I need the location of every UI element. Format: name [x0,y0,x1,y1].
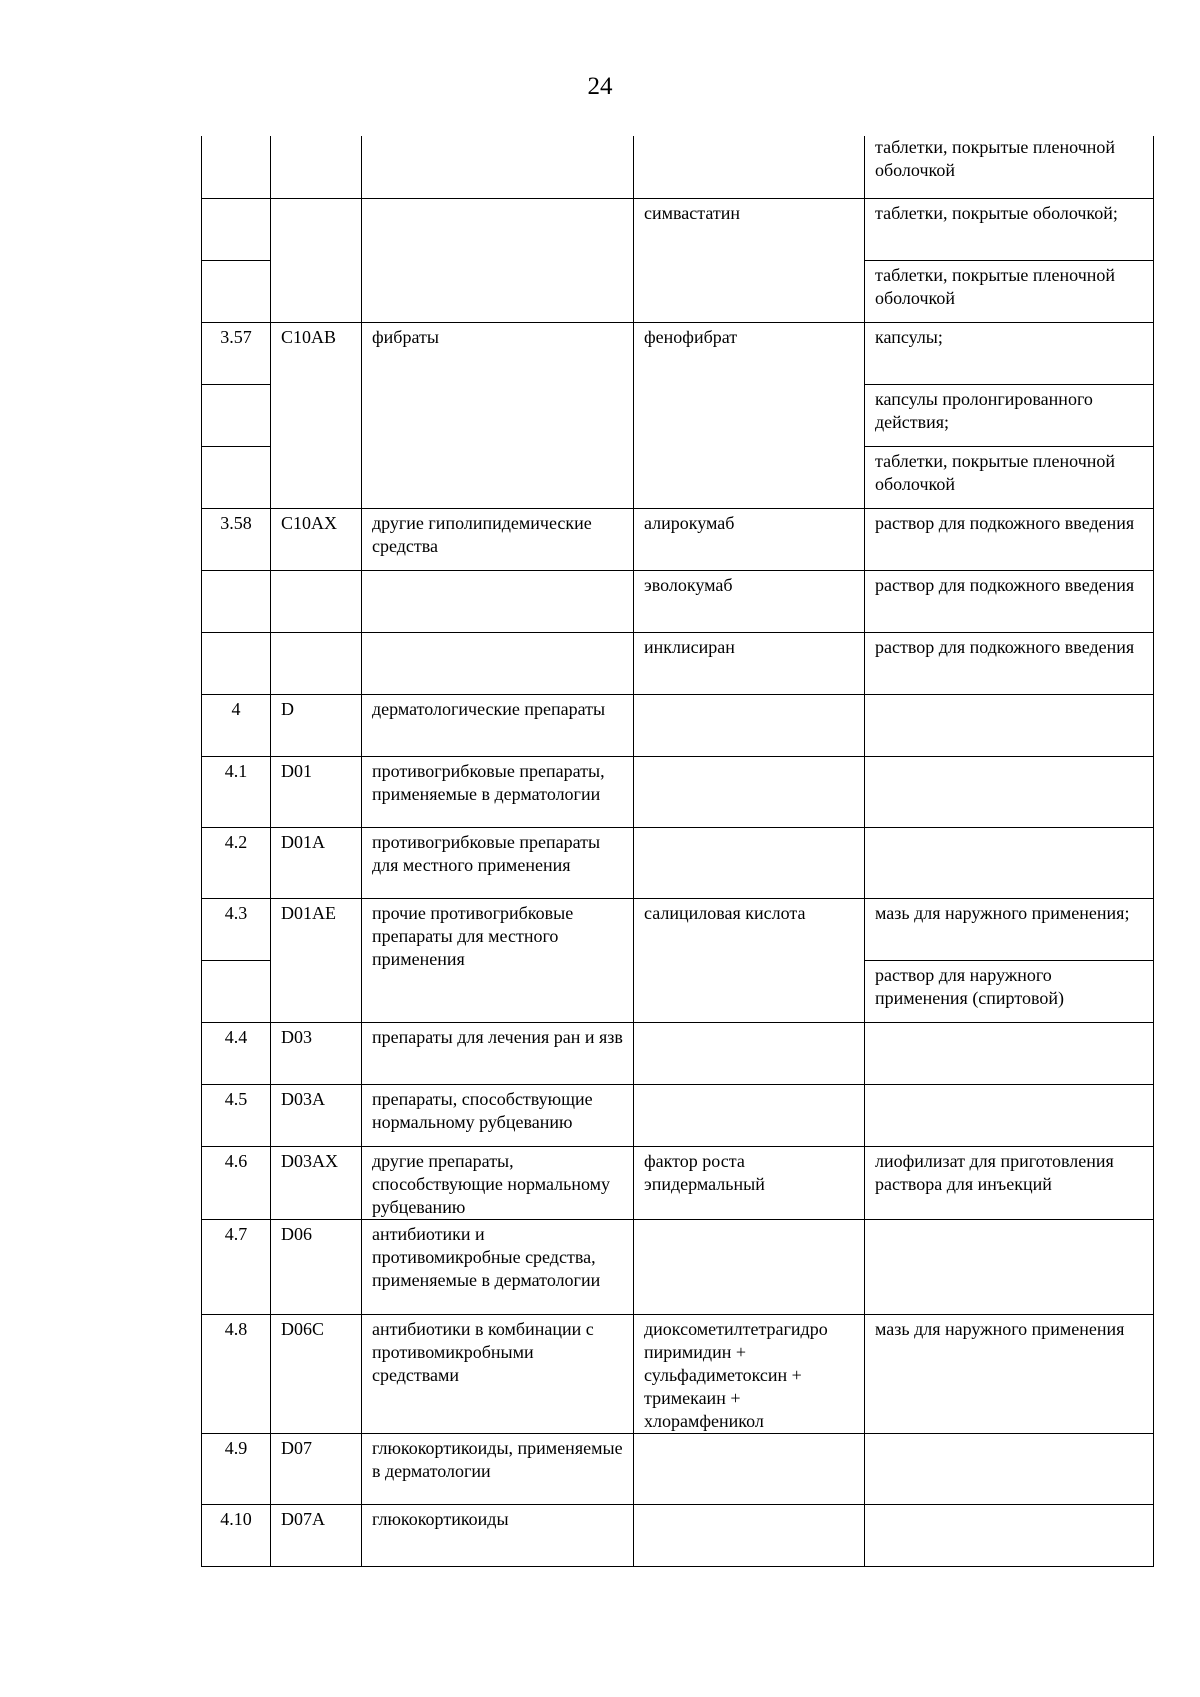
table-row [202,1433,1154,1504]
group-name: глюкокортикоиды, применяемые в дерматологии [362,1433,634,1504]
table-row [202,570,1154,632]
dosage-form: таблетки, покрытые пленочной оболочкой [865,260,1154,322]
dosage-form [865,1433,1154,1504]
table-row [202,694,1154,756]
dosage-form: раствор для подкожного введения [865,508,1154,570]
row-number [202,632,271,694]
table-row [202,198,1154,260]
dosage-form: раствор для подкожного введения [865,570,1154,632]
group-name: глюкокортикоиды [362,1504,634,1566]
drug-name [634,136,865,198]
row-number: 3.58 [202,508,271,570]
table-row [202,136,1154,198]
drug-name: диоксометилтетрагидро пиримидин + сульфадиметоксин + тримекаин + хлорамфеникол [634,1314,865,1433]
atc-code: D06C [271,1314,362,1433]
drug-name [634,1022,865,1084]
row-number [202,384,271,446]
row-number: 4.8 [202,1314,271,1433]
atc-code: D06 [271,1219,362,1314]
group-name [362,136,634,198]
row-number [202,570,271,632]
atc-code [271,632,362,694]
table-row [202,1219,1154,1314]
atc-code: D [271,694,362,756]
row-number: 4.10 [202,1504,271,1566]
medicines-table [201,136,1154,1567]
atc-code [271,198,362,322]
row-number [202,136,271,198]
dosage-form [865,1504,1154,1566]
table-row [202,898,1154,960]
atc-code: D01AE [271,898,362,1022]
drug-name [634,694,865,756]
drug-name: алирокумаб [634,508,865,570]
drug-name: инклисиран [634,632,865,694]
dosage-form [865,1219,1154,1314]
table-row [202,1022,1154,1084]
dosage-form: раствор для наружного применения (спиртовой) [865,960,1154,1022]
group-name [362,198,634,322]
dosage-form [865,1084,1154,1146]
dosage-form: таблетки, покрытые пленочной оболочкой [865,136,1154,198]
table-row [202,1504,1154,1566]
dosage-form: капсулы; [865,322,1154,384]
atc-code: D01 [271,756,362,827]
dosage-form: мазь для наружного применения; [865,898,1154,960]
group-name: антибиотики и противомикробные средства, применяемые в дерматологии [362,1219,634,1314]
group-name: противогрибковые препараты, применяемые в дерматологии [362,756,634,827]
table-row [202,756,1154,827]
atc-code: D07A [271,1504,362,1566]
row-number: 4 [202,694,271,756]
row-number: 4.5 [202,1084,271,1146]
group-name: другие препараты, способствующие нормальному рубцеванию [362,1146,634,1219]
dosage-form: лиофилизат для приготовления раствора для инъекций [865,1146,1154,1219]
table-row [202,1314,1154,1433]
drug-name [634,1084,865,1146]
drug-name [634,1504,865,1566]
row-number [202,446,271,508]
atc-code: C10AB [271,322,362,508]
dosage-form: капсулы пролонгированного действия; [865,384,1154,446]
group-name: прочие противогрибковые препараты для местного применения [362,898,634,1022]
table-row [202,1084,1154,1146]
table-row [202,632,1154,694]
drug-name: эволокумаб [634,570,865,632]
drug-name: салициловая кислота [634,898,865,1022]
group-name: дерматологические препараты [362,694,634,756]
table-row [202,508,1154,570]
drug-name [634,1433,865,1504]
group-name: противогрибковые препараты для местного применения [362,827,634,898]
row-number [202,960,271,1022]
row-number: 4.2 [202,827,271,898]
row-number: 4.4 [202,1022,271,1084]
drug-name: фактор роста эпидермальный [634,1146,865,1219]
drug-name [634,756,865,827]
group-name: препараты для лечения ран и язв [362,1022,634,1084]
page-number: 24 [587,73,613,100]
atc-code: D03A [271,1084,362,1146]
row-number: 4.1 [202,756,271,827]
group-name [362,632,634,694]
dosage-form [865,694,1154,756]
drug-name: фенофибрат [634,322,865,508]
dosage-form [865,756,1154,827]
row-number [202,198,271,260]
atc-code: D01A [271,827,362,898]
atc-code: D03AX [271,1146,362,1219]
dosage-form [865,827,1154,898]
atc-code: D07 [271,1433,362,1504]
row-number: 3.57 [202,322,271,384]
dosage-form: таблетки, покрытые оболочкой; [865,198,1154,260]
table-row [202,1146,1154,1219]
atc-code [271,136,362,198]
row-number [202,260,271,322]
dosage-form: раствор для подкожного введения [865,632,1154,694]
row-number: 4.6 [202,1146,271,1219]
atc-code: D03 [271,1022,362,1084]
group-name: антибиотики в комбинации с противомикробными средствами [362,1314,634,1433]
drug-name: симвастатин [634,198,865,322]
row-number: 4.7 [202,1219,271,1314]
drug-name [634,827,865,898]
group-name: препараты, способствующие нормальному рубцеванию [362,1084,634,1146]
row-number: 4.9 [202,1433,271,1504]
group-name [362,570,634,632]
table-row [202,827,1154,898]
atc-code: C10AX [271,508,362,570]
dosage-form: мазь для наружного применения [865,1314,1154,1433]
drug-name [634,1219,865,1314]
dosage-form [865,1022,1154,1084]
group-name: фибраты [362,322,634,508]
atc-code [271,570,362,632]
group-name: другие гиполипидемические средства [362,508,634,570]
dosage-form: таблетки, покрытые пленочной оболочкой [865,446,1154,508]
table-row [202,322,1154,384]
row-number: 4.3 [202,898,271,960]
